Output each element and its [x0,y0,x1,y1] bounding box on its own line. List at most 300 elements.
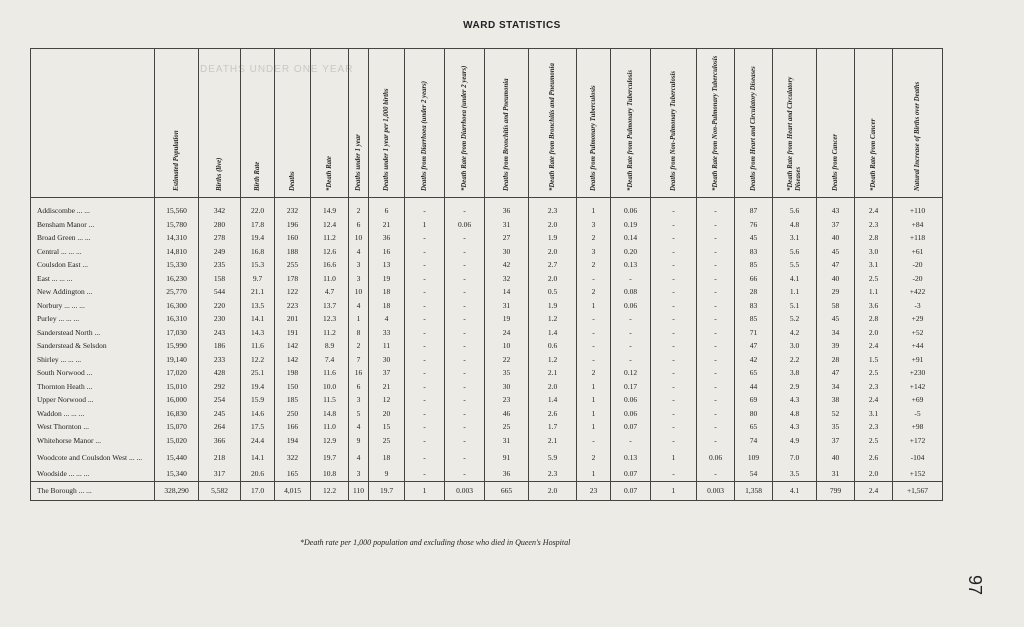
total-cell: 4.1 [773,481,817,500]
table-cell: 1 [577,198,611,218]
table-cell: - [405,366,445,380]
table-cell: - [697,434,735,448]
table-cell: 201 [275,312,311,326]
table-cell: 18 [369,285,405,299]
table-cell: 0.06 [611,393,651,407]
table-cell: 30 [485,245,529,259]
table-cell: 1.1 [855,285,893,299]
table-cell: - [405,407,445,421]
table-cell: 28 [817,353,855,367]
table-cell: 47 [817,258,855,272]
table-cell: 29 [817,285,855,299]
column-header-label: *Death Rate from Cancer [869,118,877,191]
ward-name-cell: Bensham Manor ... [31,218,155,232]
table-cell: 69 [735,393,773,407]
table-cell: 4.1 [773,272,817,286]
table-cell: - [651,366,697,380]
table-cell: 2.1 [529,366,577,380]
table-cell: 2.0 [529,218,577,232]
table-cell: 15,440 [155,447,199,467]
table-cell: 11.0 [311,272,349,286]
table-cell: 2.3 [529,467,577,481]
table-cell: 2.4 [855,339,893,353]
column-header-label: Deaths from Pulmonary Tuberculosis [589,85,597,191]
table-cell: - [697,198,735,218]
table-cell: 23 [485,393,529,407]
table-cell: 46 [485,407,529,421]
table-cell: - [577,312,611,326]
table-cell: 85 [735,312,773,326]
table-cell: 85 [735,258,773,272]
table-cell: - [651,299,697,313]
table-cell: 0.06 [697,447,735,467]
table-cell: 178 [275,272,311,286]
table-cell: +152 [893,467,943,481]
table-cell: 87 [735,198,773,218]
column-header [445,49,485,198]
table-cell: 3.0 [773,339,817,353]
table-cell: +61 [893,245,943,259]
table-row [31,198,943,218]
table-cell: - [697,231,735,245]
table-cell: - [651,393,697,407]
table-cell: 1 [577,467,611,481]
table-cell: 12.6 [311,245,349,259]
table-cell: 31 [485,218,529,232]
table-cell: 6 [349,218,369,232]
column-header-label: Deaths [288,171,296,191]
ward-name-cell: Waddon ... ... ... [31,407,155,421]
table-cell: 19 [369,272,405,286]
table-cell: - [445,353,485,367]
ward-name-cell: Upper Norwood ... [31,393,155,407]
total-cell: 4,015 [275,481,311,500]
table-cell: 36 [369,231,405,245]
table-footer [31,481,943,500]
table-cell: 18 [369,447,405,467]
table-cell: - [611,272,651,286]
table-cell: 292 [199,380,241,394]
footnote: *Death rate per 1,000 population and excluding those who died in Queen's Hospital [300,538,571,547]
column-header [405,49,445,198]
table-cell: 2.6 [529,407,577,421]
table-cell: 3 [349,258,369,272]
table-cell: 2.4 [855,393,893,407]
table-cell: 24 [485,326,529,340]
table-cell: 37 [369,366,405,380]
table-cell: 223 [275,299,311,313]
column-header-label: Deaths from Non-Pulmonary Tuberculosis [669,70,677,191]
ward-name-cell: New Addington ... [31,285,155,299]
table-cell: - [445,272,485,286]
table-cell: 4 [349,447,369,467]
total-cell: 665 [485,481,529,500]
column-header [577,49,611,198]
table-cell: 17.8 [241,218,275,232]
table-cell: 14,310 [155,231,199,245]
ward-name-cell: Sanderstead & Selsdon [31,339,155,353]
table-cell: 254 [199,393,241,407]
table-cell: - [611,353,651,367]
table-cell: 1.2 [529,312,577,326]
table-cell: - [697,366,735,380]
table-cell: 2.3 [855,420,893,434]
table-cell: 32 [485,272,529,286]
table-cell: 3.6 [855,299,893,313]
table-cell: 0.06 [611,299,651,313]
table-cell: 16 [369,245,405,259]
table-cell: 191 [275,326,311,340]
column-header [485,49,529,198]
table-cell: 13.7 [311,299,349,313]
table-cell: 2 [577,285,611,299]
table-cell: 14.1 [241,312,275,326]
table-cell: 1 [577,420,611,434]
total-cell: 2.0 [529,481,577,500]
table-cell: 14.3 [241,326,275,340]
column-header-area [31,49,155,198]
column-header [275,49,311,198]
table-cell: 11 [369,339,405,353]
table-cell: 14.1 [241,447,275,467]
table-cell: - [445,393,485,407]
column-header [311,49,349,198]
table-cell: 6 [349,380,369,394]
table-cell: - [651,326,697,340]
table-cell: +29 [893,312,943,326]
table-cell: 35 [817,420,855,434]
table-cell: 2.6 [855,447,893,467]
table-cell: 544 [199,285,241,299]
table-cell: 34 [817,380,855,394]
table-cell: 15,070 [155,420,199,434]
column-header [735,49,773,198]
table-cell: +44 [893,339,943,353]
table-cell: 71 [735,326,773,340]
table-cell: 1.4 [529,326,577,340]
table-cell: 8.9 [311,339,349,353]
table-cell: 4.2 [773,326,817,340]
table-cell: - [405,420,445,434]
table-cell: 65 [735,420,773,434]
table-cell: 1.1 [773,285,817,299]
table-cell: - [577,434,611,448]
table-cell: - [651,245,697,259]
table-cell: 15,020 [155,434,199,448]
table-cell: 1.9 [529,231,577,245]
table-cell: 366 [199,434,241,448]
table-cell: 3.8 [773,366,817,380]
table-cell: 47 [817,366,855,380]
table-cell: 45 [817,245,855,259]
table-cell: - [651,434,697,448]
table-cell: +118 [893,231,943,245]
table-row [31,366,943,380]
total-cell: 0.003 [697,481,735,500]
table-cell: 10 [349,285,369,299]
table-cell: - [697,299,735,313]
table-cell: - [405,258,445,272]
table-cell: 36 [485,467,529,481]
table-cell: - [405,312,445,326]
table-cell: - [651,380,697,394]
table-cell: 31 [485,434,529,448]
table-cell: - [697,467,735,481]
table-cell: 83 [735,299,773,313]
table-cell: 1.7 [529,420,577,434]
table-cell: - [651,420,697,434]
table-cell: 0.13 [611,258,651,272]
ward-name-cell: Whitehorse Manor ... [31,434,155,448]
table-cell: - [697,380,735,394]
table-cell: 15,560 [155,198,199,218]
table-cell: 16,300 [155,299,199,313]
table-cell: - [651,258,697,272]
table-cell: 5.6 [773,245,817,259]
table-cell: 278 [199,231,241,245]
table-cell: 31 [485,299,529,313]
table-cell: 4.3 [773,420,817,434]
table-cell: 1.5 [855,353,893,367]
table-cell: 428 [199,366,241,380]
table-cell: 22.0 [241,198,275,218]
table-cell: 122 [275,285,311,299]
table-cell: - [445,420,485,434]
ward-name-cell: Woodcote and Coulsdon West ... ... [31,447,155,467]
table-cell: 33 [369,326,405,340]
table-cell: 10.8 [311,467,349,481]
table-cell: 6 [369,198,405,218]
table-cell: 2.0 [529,380,577,394]
table-cell: - [405,353,445,367]
column-header-label: Birth Rate [253,161,261,191]
table-cell: 25 [485,420,529,434]
table-cell: - [651,218,697,232]
total-cell: +1,567 [893,481,943,500]
table-cell: 54 [735,467,773,481]
table-cell: 16.8 [241,245,275,259]
table-cell: +98 [893,420,943,434]
table-cell: 40 [817,272,855,286]
table-cell: 1 [577,407,611,421]
table-cell: 11.6 [241,339,275,353]
table-cell: 47 [735,339,773,353]
table-cell: 2.5 [855,272,893,286]
table-cell: 218 [199,447,241,467]
table-cell: - [697,245,735,259]
table-cell: 20 [369,407,405,421]
total-cell: 1 [651,481,697,500]
table-cell: 9.7 [241,272,275,286]
table-cell: 2 [577,258,611,272]
table-cell: 19.4 [241,231,275,245]
total-cell: 23 [577,481,611,500]
table-cell: 17,030 [155,326,199,340]
table-row [31,218,943,232]
table-cell: 342 [199,198,241,218]
ward-name-cell: Woodside ... ... ... [31,467,155,481]
table-cell: 58 [817,299,855,313]
total-cell: 19.7 [369,481,405,500]
table-cell: 43 [817,198,855,218]
table-row [31,258,943,272]
table-cell: 0.06 [445,218,485,232]
table-cell: 109 [735,447,773,467]
table-cell: - [445,326,485,340]
table-cell: - [651,353,697,367]
table-cell: 2.2 [773,353,817,367]
table-cell: 36 [485,198,529,218]
table-cell: 249 [199,245,241,259]
table-cell: 76 [735,218,773,232]
total-cell: 1,358 [735,481,773,500]
table-cell: 255 [275,258,311,272]
table-cell: - [445,198,485,218]
table-cell: 9 [369,467,405,481]
column-header [611,49,651,198]
table-row [31,393,943,407]
table-cell: 4 [349,299,369,313]
column-header-label: *Death Rate from Non-Pulmonary Tuberculosis [711,55,719,191]
table-cell: - [651,231,697,245]
table-cell: 7 [349,353,369,367]
table-cell: 142 [275,339,311,353]
table-cell: 21 [369,218,405,232]
table-cell: 165 [275,467,311,481]
table-cell: - [697,339,735,353]
table-cell: 21 [369,380,405,394]
table-cell: - [651,312,697,326]
column-header-label: *Death Rate from Diarrhoea (under 2 years) [460,65,468,191]
table-cell: - [651,407,697,421]
table-cell: 8 [349,326,369,340]
table-cell: 233 [199,353,241,367]
table-cell: 30 [369,353,405,367]
column-header-label: Deaths from Bronchitis and Pneumonia [502,78,510,191]
table-cell: - [697,326,735,340]
total-label-cell: The Borough ... ... [31,481,155,500]
ward-name-cell: Norbury ... ... ... [31,299,155,313]
table-cell: 2.0 [529,272,577,286]
total-cell: 110 [349,481,369,500]
table-cell: - [445,434,485,448]
table-cell: 3.1 [855,407,893,421]
column-header-label: *Death Rate from Bronchitis and Pneumonia [548,63,556,191]
total-row [31,481,943,500]
table-cell: 16.6 [311,258,349,272]
table-cell: 13.5 [241,299,275,313]
table-cell: 1 [349,312,369,326]
table-cell: 5 [349,407,369,421]
table-cell: 317 [199,467,241,481]
table-cell: 2.8 [855,231,893,245]
table-cell: 1.4 [529,393,577,407]
table-cell: 0.5 [529,285,577,299]
table-cell: - [405,467,445,481]
table-cell: 25,770 [155,285,199,299]
table-cell: -20 [893,272,943,286]
table-cell: - [445,380,485,394]
ward-name-cell: Thornton Heath ... [31,380,155,394]
column-header-label: Deaths under 1 year [354,134,362,191]
table-cell: 10.0 [311,380,349,394]
table-cell: 0.14 [611,231,651,245]
column-header [855,49,893,198]
table-cell: +142 [893,380,943,394]
table-cell: 35 [485,366,529,380]
table-cell: 5.2 [773,312,817,326]
table-cell: 0.20 [611,245,651,259]
table-cell: 16,230 [155,272,199,286]
table-cell: - [405,447,445,467]
table-cell: 2 [577,231,611,245]
table-cell: 40 [817,231,855,245]
table-row [31,353,943,367]
table-cell: - [445,231,485,245]
table-cell: 230 [199,312,241,326]
table-cell: 5.9 [529,447,577,467]
table-cell: 14.6 [241,407,275,421]
ward-name-cell: East ... ... ... [31,272,155,286]
table-cell: 250 [275,407,311,421]
table-cell: 220 [199,299,241,313]
table-cell: 160 [275,231,311,245]
table-cell: 0.07 [611,420,651,434]
table-cell: 4 [369,312,405,326]
table-cell: 1.9 [529,299,577,313]
total-cell: 5,582 [199,481,241,500]
table-cell: 12.9 [311,434,349,448]
table-cell: 3 [349,467,369,481]
table-cell: 16,000 [155,393,199,407]
table-cell: 1 [577,299,611,313]
table-cell: 2.9 [773,380,817,394]
table-cell: - [697,312,735,326]
table-cell: 15 [369,420,405,434]
ward-name-cell: West Thornton ... [31,420,155,434]
ward-name-cell: Broad Green ... ... [31,231,155,245]
table-cell: 0.07 [611,467,651,481]
table-cell: - [405,380,445,394]
table-cell: - [651,467,697,481]
total-cell: 12.2 [311,481,349,500]
table-cell: 37 [817,218,855,232]
table-cell: 188 [275,245,311,259]
table-cell: - [697,393,735,407]
table-cell: 10 [349,231,369,245]
ward-name-cell: Central ... ... ... [31,245,155,259]
table-cell: 4.3 [773,393,817,407]
table-cell: 7.0 [773,447,817,467]
table-cell: 2 [577,447,611,467]
table-body [31,198,943,482]
table-row [31,339,943,353]
table-cell: - [577,353,611,367]
table-cell: 1.2 [529,353,577,367]
table-cell: - [651,272,697,286]
table-cell: - [577,272,611,286]
column-header-label: *Death Rate from Heart and Circulatory Diseases [786,76,802,191]
table-row [31,245,943,259]
table-cell: 28 [735,285,773,299]
total-cell: 0.07 [611,481,651,500]
show-through-text: DEATHS UNDER ONE YEAR [200,64,354,75]
table-cell: - [577,339,611,353]
table-cell: - [405,231,445,245]
table-cell: 11.2 [311,326,349,340]
table-cell: 0.19 [611,218,651,232]
table-cell: 34 [817,326,855,340]
